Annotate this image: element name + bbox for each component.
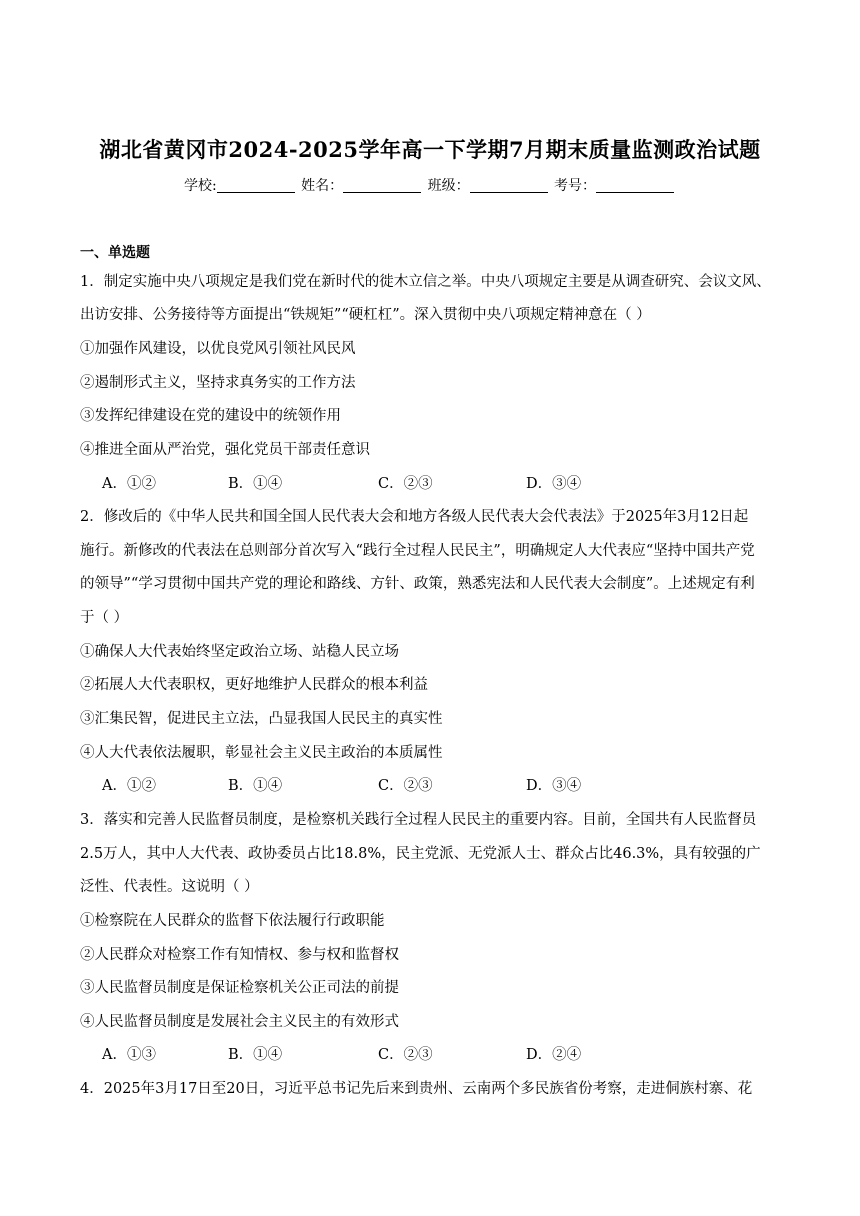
option-d[interactable]: D．②④ (526, 1047, 582, 1063)
question-stem-line: 3．落实和完善人民监督员制度，是检察机关践行全过程人民民主的重要内容。目前，全国共有人民监督员 (80, 812, 757, 828)
student-info-line (0, 175, 860, 195)
question-stem-line: 施行。新修改的代表法在总则部分首次写入“践行全过程人民民主”，明确规定人大代表应“坚持中国共产党 (80, 543, 755, 559)
name-label: 姓名： (301, 178, 344, 194)
statement: ②拓展人大代表职权，更好地维护人民群众的根本利益 (80, 677, 428, 693)
option-c[interactable]: C．②③ (378, 1047, 433, 1063)
option-b[interactable]: B．①④ (228, 1047, 283, 1063)
question-stem-line: 1．制定实施中央八项规定是我们党在新时代的徙木立信之举。中央八项规定主要是从调查研究、会议文风、 (80, 274, 771, 290)
option-b[interactable]: B．①④ (228, 476, 283, 492)
option-a[interactable]: A．①③ (102, 1047, 156, 1063)
question-stem-line: 2．修改后的《中华人民共和国全国人民代表大会和地方各级人民代表大会代表法》于2025年3月12日起 (80, 509, 749, 525)
option-c[interactable]: C．②③ (378, 476, 433, 492)
option-c[interactable]: C．②③ (378, 778, 433, 794)
statement: ③汇集民智，促进民主立法，凸显我国人民民主的真实性 (80, 711, 443, 727)
statement: ②人民群众对检察工作有知情权、参与权和监督权 (80, 947, 399, 963)
statement: ③发挥纪律建设在党的建设中的统领作用 (80, 408, 341, 424)
statement: ①加强作风建设，以优良党风引领社风民风 (80, 341, 356, 357)
page-title: 湖北省黄冈市2024-2025学年高一下学期7月期末质量监测政治试题 (99, 137, 761, 162)
question-stem-line: 出访安排、公务接待等方面提出“铁规矩”“硬杠杠”。深入贯彻中央八项规定精神意在（ ） (80, 307, 651, 323)
section-title: 一、单选题 (80, 245, 150, 261)
option-d[interactable]: D．③④ (526, 778, 582, 794)
statement: ③人民监督员制度是保证检察机关公正司法的前提 (80, 980, 399, 996)
question-stem-line: 的领导”“学习贯彻中国共产党的理论和路线、方针、政策，熟悉宪法和人民代表大会制度”。上述规定有利 (80, 576, 755, 592)
statement: ①确保人大代表始终坚定政治立场、站稳人民立场 (80, 644, 399, 660)
question-stem-line: 于（ ） (80, 610, 129, 626)
question-stem-line: 泛性、代表性。这说明（ ） (80, 879, 259, 895)
name-blank[interactable] (343, 178, 421, 193)
statement: ④人大代表依法履职，彰显社会主义民主政治的本质属性 (80, 745, 443, 761)
exam-number-label: 考号： (554, 178, 597, 194)
statement: ①检察院在人民群众的监督下依法履行行政职能 (80, 913, 385, 929)
statement: ②遏制形式主义，坚持求真务实的工作方法 (80, 375, 356, 391)
option-a[interactable]: A．①② (102, 476, 156, 492)
option-b[interactable]: B．①④ (228, 778, 283, 794)
class-blank[interactable] (470, 178, 548, 193)
exam-number-blank[interactable] (596, 178, 674, 193)
question-stem-line: 2.5万人，其中人大代表、政协委员占比18.8%，民主党派、无党派人士、群众占比46.3%，具有较强的广 (80, 846, 761, 862)
statement: ④推进全面从严治党，强化党员干部责任意识 (80, 442, 370, 458)
statement: ④人民监督员制度是发展社会主义民主的有效形式 (80, 1014, 399, 1030)
class-label: 班级： (427, 178, 470, 194)
option-d[interactable]: D．③④ (526, 476, 582, 492)
option-a[interactable]: A．①② (102, 778, 156, 794)
school-blank[interactable] (217, 178, 295, 193)
school-label: 学校: (183, 178, 217, 194)
question-stem-line: 4．2025年3月17日至20日，习近平总书记先后来到贵州、云南两个多民族省份考察，走进侗族村寨、花 (80, 1081, 753, 1097)
